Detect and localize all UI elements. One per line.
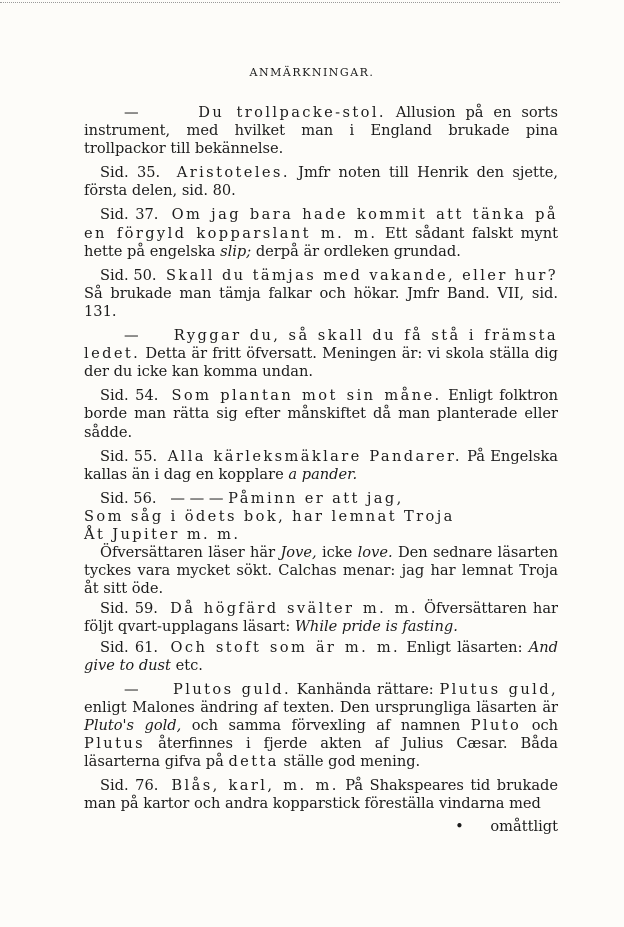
- note-sid-50: Sid. 50. Skall du tämjas med vakande, eller hur? Så brukade man tämja falkar och hökar. Jmfr Band. VII, sid. 131.: [84, 266, 558, 320]
- page-ref: Sid. 59.: [100, 600, 158, 618]
- note-sid-56: [84, 490, 558, 599]
- note-sid-35: Sid. 35. Aristoteles. Jmfr noten till Henrik den sjette, första delen, sid. 80.: [84, 164, 559, 200]
- cited-phrase: Då högfärd svälter m. m.: [170, 600, 418, 618]
- page-ref: Sid. 35.: [100, 164, 161, 182]
- verse-line: Sid. 56. — — — Påminn er att jag,: [100, 489, 404, 507]
- cited-phrase: Och stoft som är m. m.: [170, 638, 401, 656]
- signature-mark: •: [455, 818, 464, 835]
- page-ref: Sid. 50.: [100, 266, 157, 284]
- note-sid-56-comment: Öfversättaren läser här Jove, icke love. Den sednare läsarten tyckes vara mycket sökt. Calchas menar: jag har lemnat Troja åt sitt öde.: [84, 544, 558, 598]
- catchword: omåttligt: [490, 818, 558, 835]
- page-ref: Sid. 56.: [100, 489, 157, 507]
- cited-phrase: Aristoteles.: [176, 164, 290, 182]
- page-ref: Sid. 37.: [100, 206, 159, 224]
- page-ref: Sid. 55.: [100, 447, 158, 465]
- note-sid-54: Sid. 54. Som plantan mot sin måne. Enligt folktron borde man rätta sig efter månskiftet då man planterade eller sådde.: [84, 387, 558, 441]
- cited-phrase: Plutos guld.: [173, 680, 292, 698]
- note-ryggar: — Ryggar du, så skall du få stå i främsta ledet. Detta är fritt öfversatt. Meningen är: vi skola ställa dig der du icke kan komma undan.: [84, 327, 558, 381]
- cited-phrase: Blås, karl, m. m.: [171, 777, 339, 795]
- note-trollpacke: — Du trollpacke-stol. Allusion på en sorts instrument, med hvilket man i England brukade pina trollpackor till bekännelse.: [84, 104, 559, 158]
- cited-phrase: Som plantan mot sin måne.: [171, 387, 442, 405]
- page-ref: Sid. 61.: [100, 638, 159, 656]
- note-sid-37: Sid. 37. Om jag bara hade kommit att tänka på en förgyld kopparslant m. m. Ett sådant falskt mynt hette på engelska slip; derpå är ordleken grundad.: [84, 206, 559, 260]
- page-ref: Sid. 76.: [100, 777, 159, 795]
- cited-phrase: Ryggar du, så skall du få stå i främsta ledet.: [84, 327, 558, 363]
- note-sid-59: Sid. 59. Då högfärd svälter m. m. Öfversättaren har följt qvart-upplagans läsart: While pride is fasting.: [84, 600, 559, 636]
- cited-phrase: Om jag bara hade kommit att tänka på en förgyld kopparslant m. m.: [84, 206, 559, 242]
- note-sid-55: Sid. 55. Alla kärleksmäklare Pandarer. På Engelska kallas än i dag en kopplare a pander.: [84, 447, 559, 483]
- cited-phrase: Du trollpacke-stol.: [198, 104, 386, 121]
- cited-phrase: Skall du tämjas med vakande, eller hur?: [165, 266, 558, 284]
- note-plutos-guld: — Plutos guld. Kanhända rättare: Plutus guld, enligt Malones ändring af texten. Den ursprungliga läsarten är Pluto's gold, och samma förvexling af namnen Pluto och Plutus återfinnes i fjerde akten af Julius Cæsar. Båda läsarterna gifva på detta ställe god mening.: [84, 680, 559, 771]
- catchword-line: [428, 818, 558, 835]
- running-head: ANMÄRKNINGAR.: [249, 66, 375, 79]
- cited-phrase: Alla kärleksmäklare Pandarer.: [167, 447, 462, 465]
- note-sid-76: Sid. 76. Blås, karl, m. m. På Shakspeares tid brukade man på kartor och andra kopparstick föreställa vindarna med: [84, 777, 558, 813]
- verse-line: Åt Jupiter m. m.: [84, 525, 241, 543]
- notes-body: [84, 104, 558, 819]
- top-rule: [0, 2, 560, 3]
- page-ref: Sid. 54.: [100, 387, 159, 405]
- note-sid-61: Sid. 61. Och stoft som är m. m. Enligt läsarten: And give to dust etc.: [84, 638, 558, 674]
- verse-line: Som såg i ödets bok, har lemnat Troja: [84, 507, 455, 525]
